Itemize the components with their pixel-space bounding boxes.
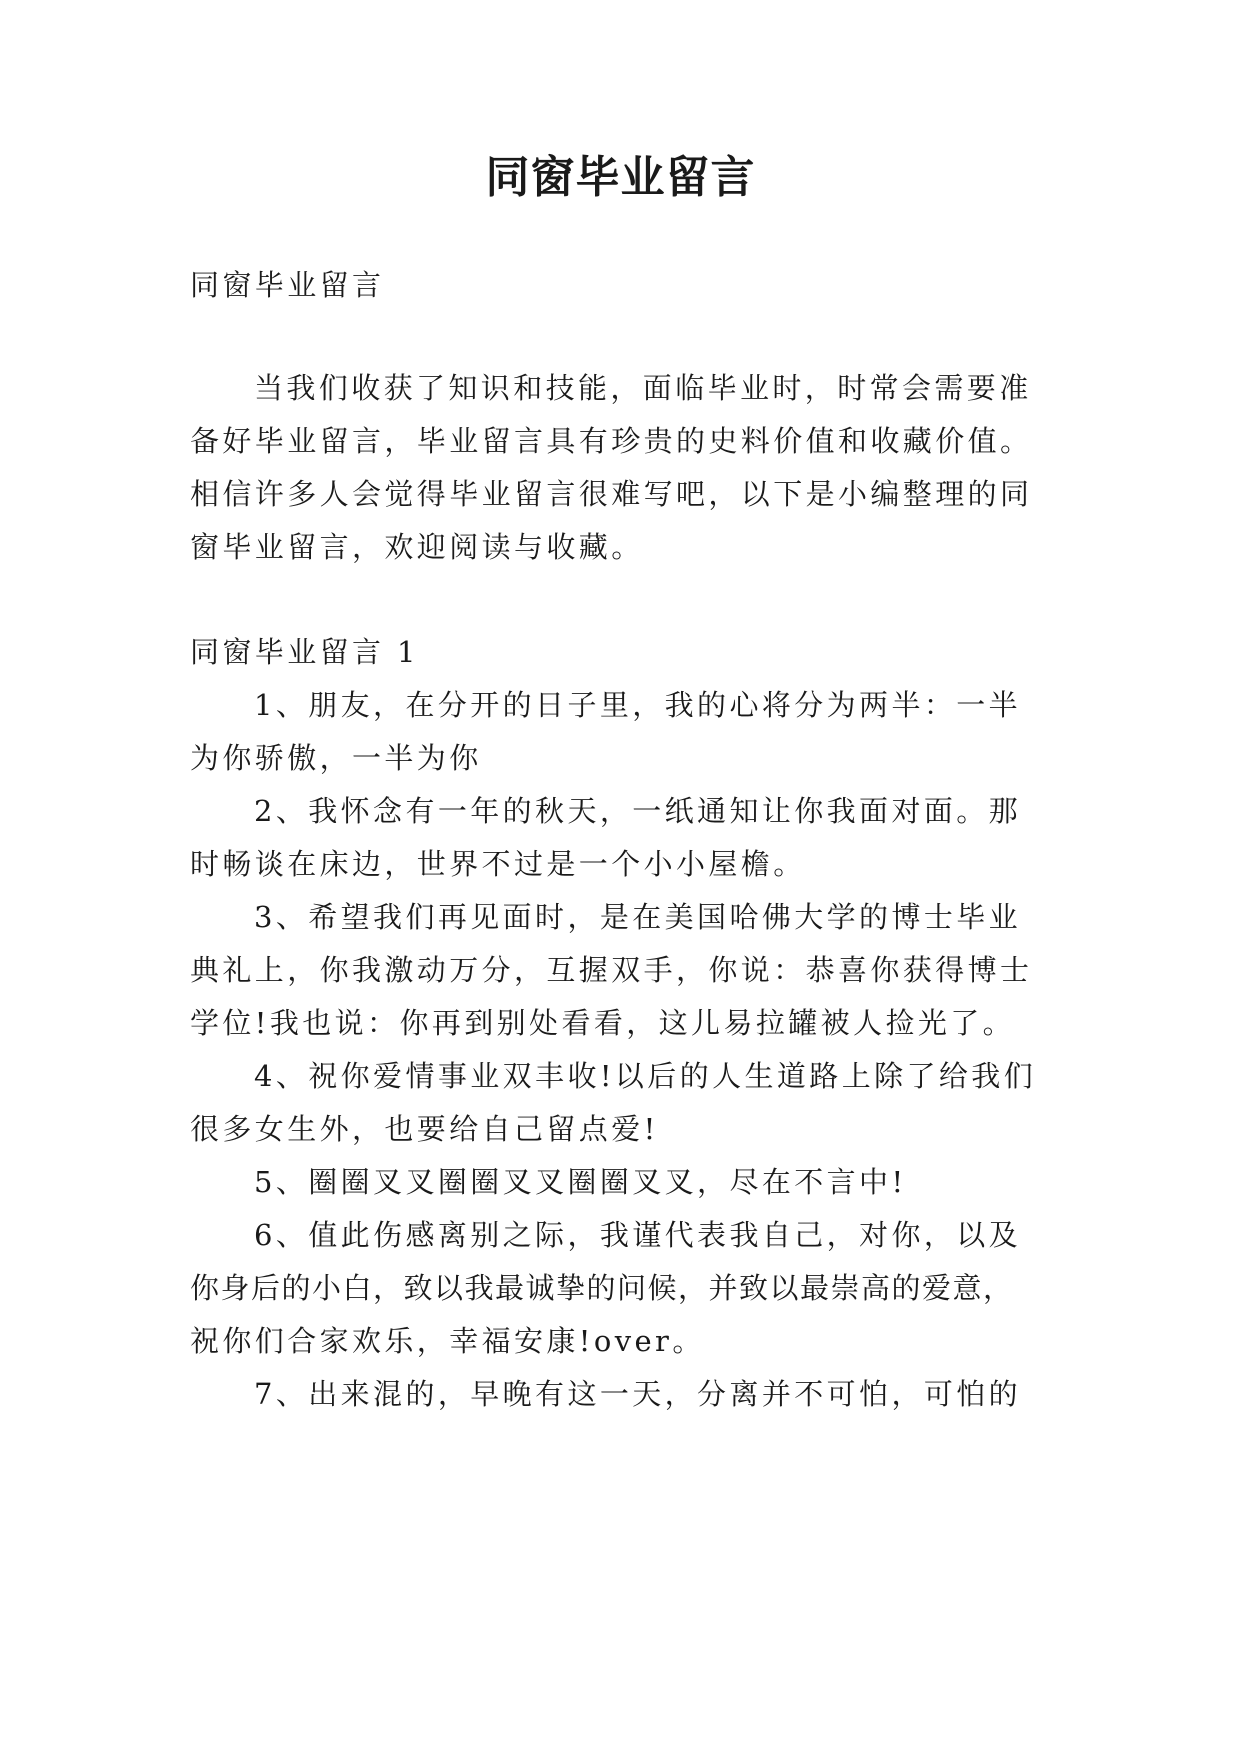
intro-line-3: 相信许多人会觉得毕业留言很难写吧，以下是小编整理的同	[190, 477, 1033, 511]
item-3-line-2: 典礼上，你我激动万分，互握双手，你说：恭喜你获得博士	[190, 953, 1033, 987]
item-6-line-1: 6、值此伤感离别之际，我谨代表我自己，对你，以及	[254, 1218, 1022, 1252]
intro-line-2: 备好毕业留言，毕业留言具有珍贵的史料价值和收藏价值。	[190, 424, 1033, 458]
item-1-line-2: 为你骄傲，一半为你	[190, 741, 482, 775]
item-4-line-1: 4、祝你爱情事业双丰收!以后的人生道路上除了给我们	[254, 1059, 1037, 1093]
section-heading: 同窗毕业留言 1	[190, 635, 419, 669]
item-2-line-1: 2、我怀念有一年的秋天，一纸通知让你我面对面。那	[254, 794, 1022, 828]
item-5-line-1: 5、圈圈叉叉圈圈叉叉圈圈叉叉，尽在不言中!	[254, 1165, 907, 1199]
item-2-line-2: 时畅谈在床边，世界不过是一个小小屋檐。	[190, 847, 806, 881]
document-title: 同窗毕业留言	[485, 152, 756, 203]
item-4-line-2: 很多女生外，也要给自己留点爱!	[190, 1112, 659, 1146]
subtitle: 同窗毕业留言	[190, 268, 385, 302]
item-6-line-2: 你身后的小白，致以我最诚挚的问候，并致以最崇高的爱意，	[190, 1271, 1014, 1305]
intro-line-4: 窗毕业留言，欢迎阅读与收藏。	[190, 530, 644, 564]
item-3-line-3: 学位!我也说：你再到别处看看，这儿易拉罐被人捡光了。	[190, 1006, 1016, 1040]
item-6-line-3: 祝你们合家欢乐，幸福安康!over。	[190, 1324, 705, 1358]
item-7-line-1: 7、出来混的，早晚有这一天，分离并不可怕，可怕的	[254, 1377, 1022, 1411]
intro-line-1: 当我们收获了知识和技能，面临毕业时，时常会需要准	[254, 371, 1032, 405]
item-3-line-1: 3、希望我们再见面时，是在美国哈佛大学的博士毕业	[254, 900, 1022, 934]
item-1-line-1: 1、朋友，在分开的日子里，我的心将分为两半：一半	[254, 688, 1022, 722]
